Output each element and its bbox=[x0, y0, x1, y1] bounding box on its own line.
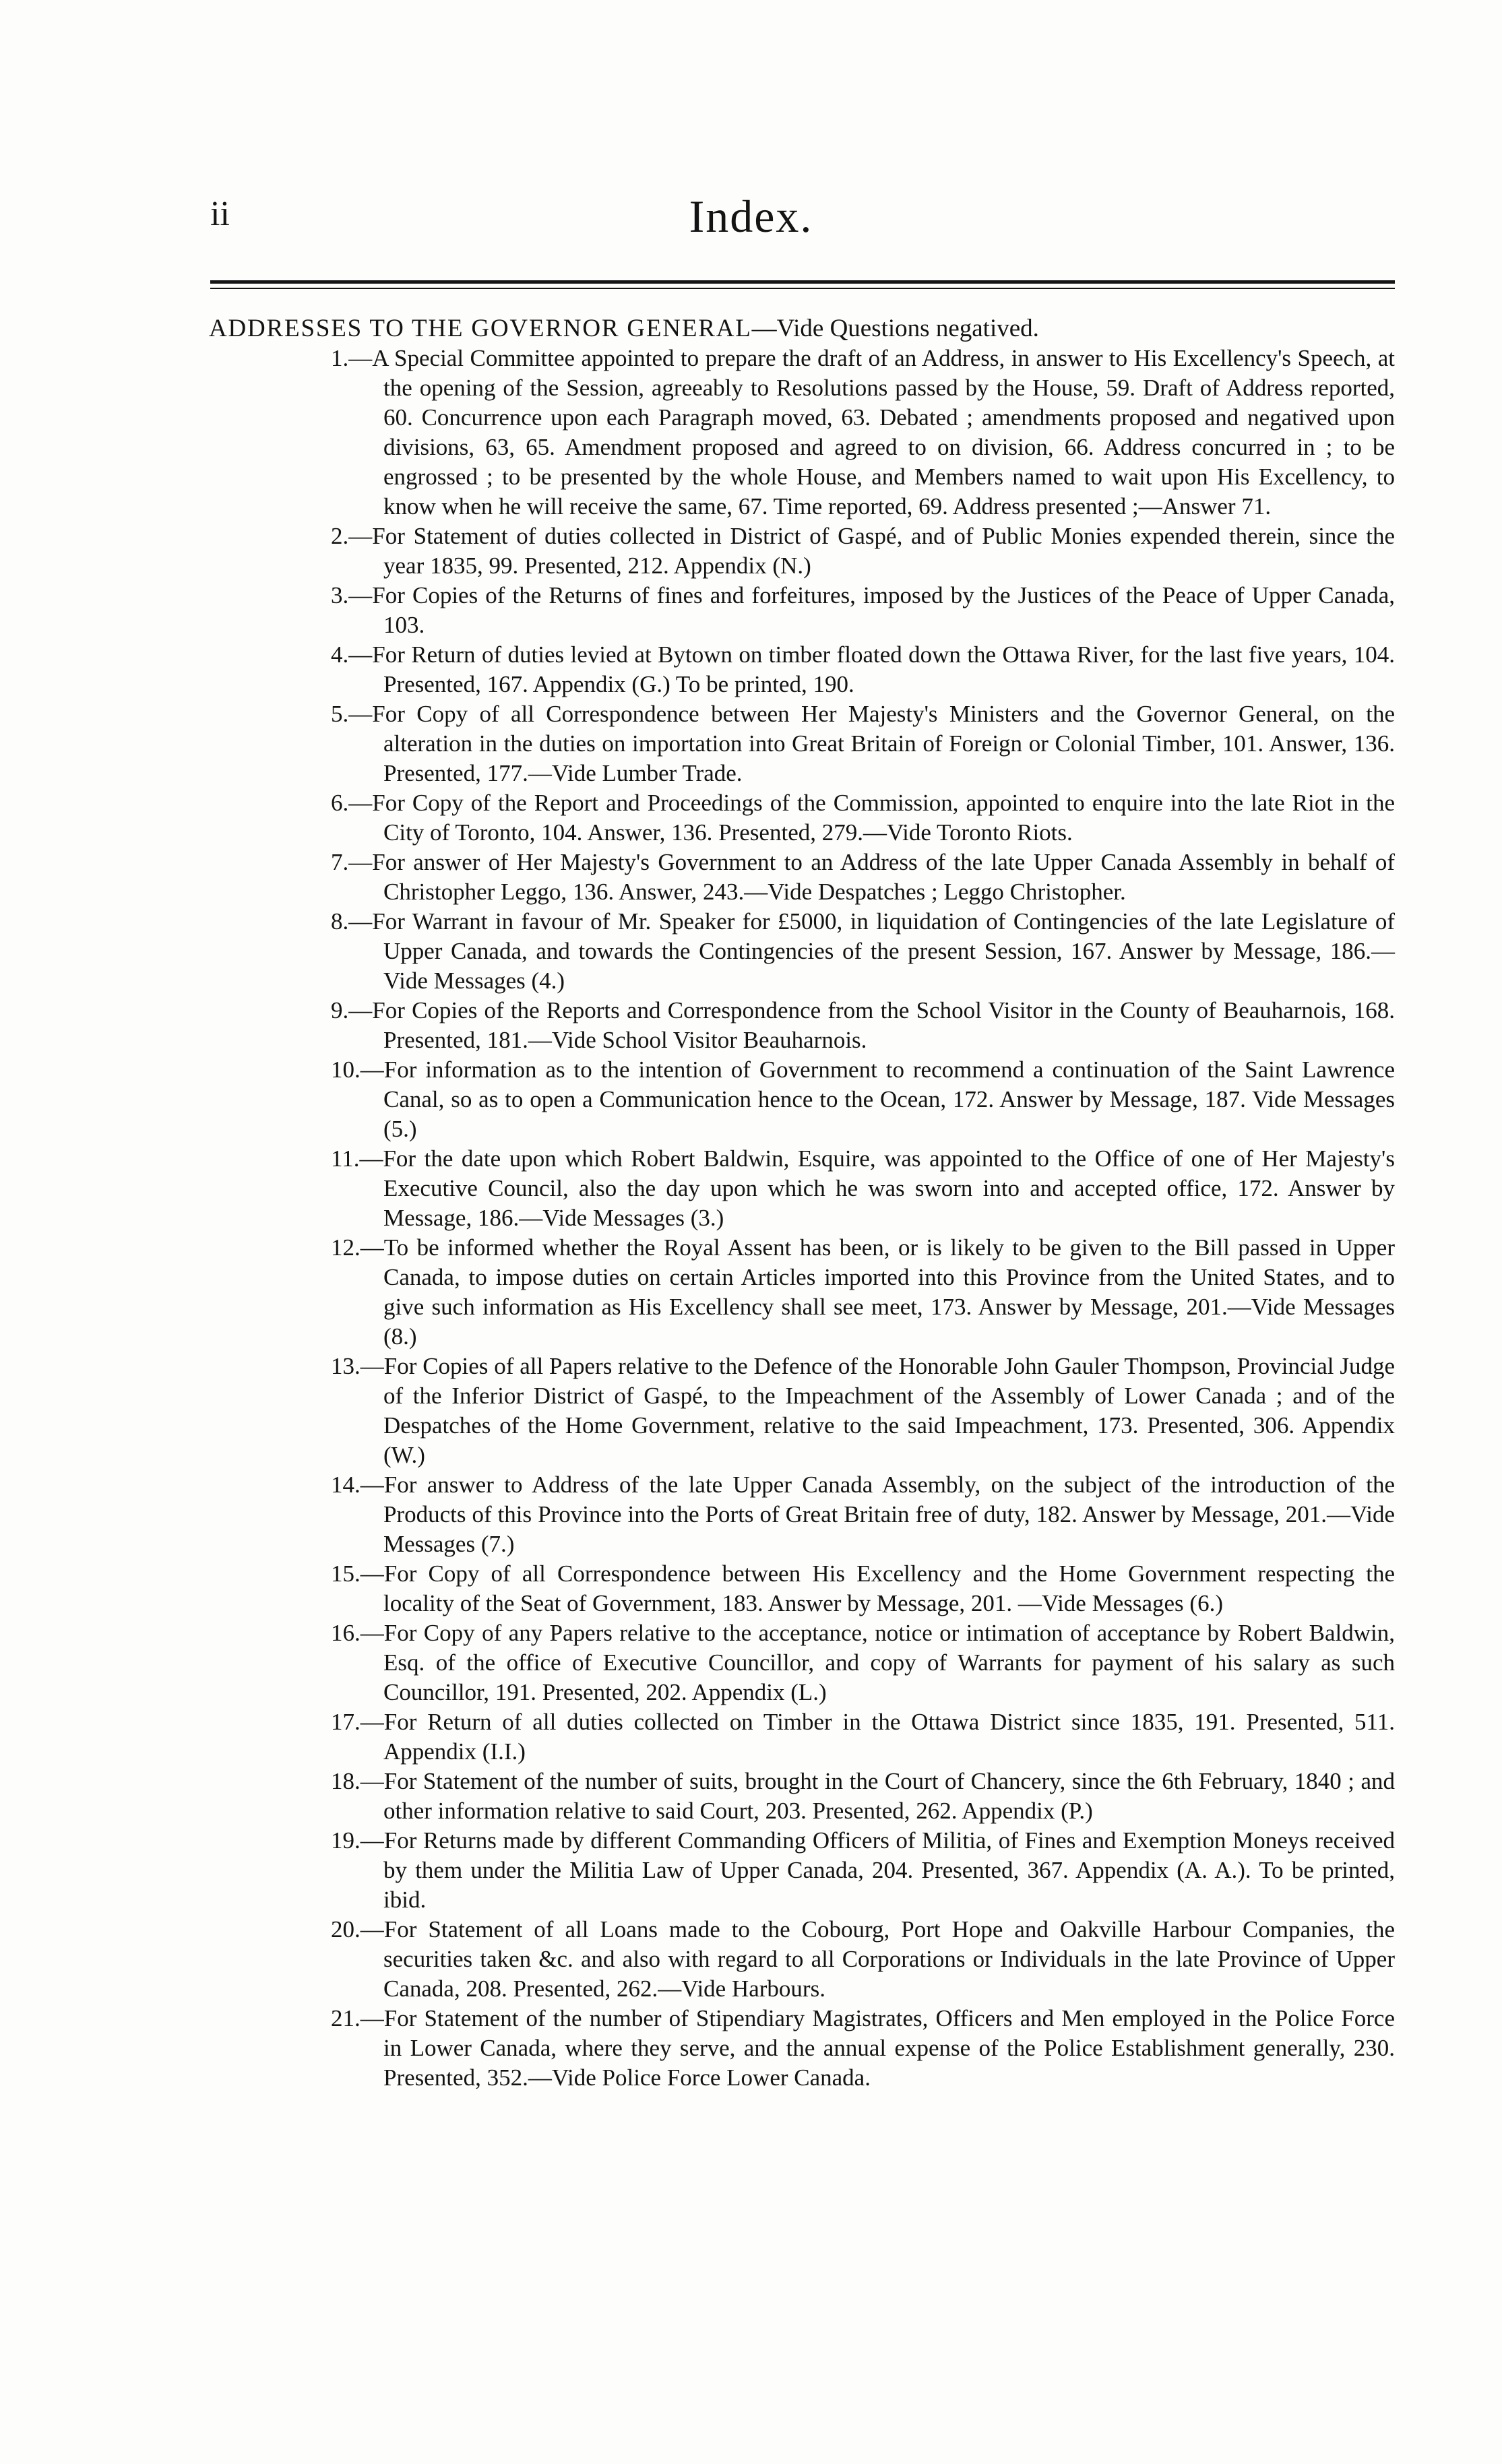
entry-text: —For Statement of duties collected in District of Gaspé, and of Public Monies expended therein, since the year 1835, 99. Presented, 212. Appendix (N.) bbox=[348, 523, 1395, 579]
index-entry bbox=[209, 907, 1395, 996]
index-entry bbox=[209, 1559, 1395, 1618]
entry-number: 15. bbox=[331, 1560, 361, 1587]
entry-text: —For Copies of the Returns of fines and forfeitures, imposed by the Justices of the Peace of Upper Canada, 103. bbox=[348, 582, 1395, 638]
index-entry bbox=[209, 1707, 1395, 1767]
section-heading-reference: —Vide Questions negatived. bbox=[751, 315, 1039, 342]
entry-text: —For the date upon which Robert Baldwin, Esquire, was appointed to the Office of one of Her Majesty's Executive Council, also the day upon which he was sworn into and accepted office, 172. Answer by Message, 186.—Vide Messages (3.) bbox=[359, 1145, 1395, 1231]
index-entry bbox=[209, 1352, 1395, 1470]
entry-text: —For answer of Her Majesty's Government to an Address of the late Upper Canada Assembly in behalf of Christopher Leggo, 136. Answer, 243.—Vide Despatches ; Leggo Christopher. bbox=[348, 849, 1395, 905]
entry-text: —For Copies of all Papers relative to the Defence of the Honorable John Gauler Thompson, Provincial Judge of the Inferior District of Gaspé, to the Impeachment of the Assembly of Lower Canada ; and of the Despatches of the Home Government, relative to the said Impeachment, 173. Presented, 306. Appendix (W.) bbox=[360, 1353, 1395, 1468]
index-entry bbox=[209, 1055, 1395, 1144]
entry-number: 3. bbox=[331, 582, 349, 608]
entry-text: —For Copy of all Correspondence between His Excellency and the Home Government respecting the locality of the Seat of Government, 183. Answer by Message, 201. —Vide Messages (6.) bbox=[360, 1560, 1395, 1616]
entry-text: —For Statement of all Loans made to the Cobourg, Port Hope and Oakville Harbour Companies, the securities taken &c. and also with regard to all Corporations or Individuals in the late Province of Upper Canada, 208. Presented, 262.—Vide Harbours. bbox=[360, 1916, 1395, 2002]
index-entry bbox=[209, 788, 1395, 848]
entry-text: —For information as to the intention of Government to recommend a continuation of the Saint Lawrence Canal, so as to open a Communication hence to the Ocean, 172. Answer by Message, 187. Vide Messages (5.) bbox=[360, 1056, 1395, 1142]
entry-number: 10. bbox=[331, 1056, 361, 1083]
page-title: Index. bbox=[689, 191, 813, 242]
index-entry bbox=[209, 1915, 1395, 2004]
entry-number: 16. bbox=[331, 1620, 361, 1646]
entry-number: 21. bbox=[331, 2005, 361, 2031]
entry-text: —To be informed whether the Royal Assent has been, or is likely to be given to the Bill passed in Upper Canada, to impose duties on certain Articles imported into this Province from the United States, and to give such information as His Excellency shall see meet, 173. Answer by Message, 201.—Vide Messages (8.) bbox=[360, 1234, 1395, 1350]
entry-text: —For Statement of the number of suits, brought in the Court of Chancery, since the 6th February, 1840 ; and other information relative to said Court, 203. Presented, 262. Appendix (P.) bbox=[360, 1768, 1395, 1824]
index-entry bbox=[209, 581, 1395, 640]
entry-text: —For Copy of all Correspondence between Her Majesty's Ministers and the Governor General, on the alteration in the duties on importation into Great Britain of Foreign or Colonial Timber, 101. Answer, 136. Presented, 177.—Vide Lumber Trade. bbox=[348, 701, 1395, 786]
entry-text: —For Statement of the number of Stipendiary Magistrates, Officers and Men employed in the Police Force in Lower Canada, where they serve, and the annual expense of the Police Establishment generally, 230. Presented, 352.—Vide Police Force Lower Canada. bbox=[360, 2005, 1395, 2091]
entry-number: 12. bbox=[331, 1234, 361, 1261]
index-entry bbox=[209, 640, 1395, 699]
index-entry bbox=[209, 699, 1395, 788]
entry-number: 20. bbox=[331, 1916, 361, 1942]
index-entry bbox=[209, 1144, 1395, 1233]
entry-number: 9. bbox=[331, 997, 349, 1023]
entry-number: 8. bbox=[331, 908, 349, 935]
index-entry bbox=[209, 848, 1395, 907]
entry-number: 19. bbox=[331, 1827, 361, 1854]
index-entry bbox=[209, 1767, 1395, 1826]
entry-text: —For Copy of the Report and Proceedings of the Commission, appointed to enquire into the late Riot in the City of Toronto, 104. Answer, 136. Presented, 279.—Vide Toronto Riots. bbox=[348, 790, 1395, 846]
index-entry bbox=[209, 1470, 1395, 1559]
entry-number: 1. bbox=[331, 345, 349, 371]
index-section bbox=[209, 314, 1395, 2093]
index-entry bbox=[209, 996, 1395, 1055]
entry-number: 11. bbox=[331, 1145, 360, 1172]
header-rule-thick bbox=[210, 280, 1395, 284]
entry-text: —For answer to Address of the late Upper Canada Assembly, on the subject of the introduction of the Products of this Province into the Ports of Great Britain free of duty, 182. Answer by Message, 201.—Vide Messages (7.) bbox=[360, 1472, 1395, 1557]
entry-number: 13. bbox=[331, 1353, 361, 1379]
index-entry bbox=[209, 1233, 1395, 1352]
index-entry bbox=[209, 522, 1395, 581]
entry-text: —For Return of duties levied at Bytown on timber floated down the Ottawa River, for the last five years, 104. Presented, 167. Appendix (G.) To be printed, 190. bbox=[348, 641, 1395, 697]
entry-text: —For Copy of any Papers relative to the acceptance, notice or intimation of acceptance by Robert Baldwin, Esq. of the office of Executive Councillor, and copy of Warrants for payment of his salary as such Councillor, 191. Presented, 202. Appendix (L.) bbox=[360, 1620, 1395, 1705]
entry-text: —For Copies of the Reports and Correspondence from the School Visitor in the County of Beauharnois, 168. Presented, 181.—Vide School Visitor Beauharnois. bbox=[348, 997, 1395, 1053]
entry-number: 4. bbox=[331, 641, 349, 668]
entry-text: —For Warrant in favour of Mr. Speaker for £5000, in liquidation of Contingencies of the late Legislature of Upper Canada, and towards the Contingencies of the present Session, 167. Answer by Message, 186.—Vide Messages (4.) bbox=[348, 908, 1395, 994]
section-heading-title: ADDRESSES TO THE GOVERNOR GENERAL bbox=[209, 315, 752, 342]
entry-number: 5. bbox=[331, 701, 349, 727]
entry-number: 6. bbox=[331, 790, 349, 816]
entry-number: 2. bbox=[331, 523, 349, 549]
entry-text: —For Return of all duties collected on Timber in the Ottawa District since 1835, 191. Presented, 511. Appendix (I.I.) bbox=[360, 1709, 1395, 1765]
header-rule-thin bbox=[210, 288, 1395, 289]
index-entry bbox=[209, 344, 1395, 522]
entry-number: 17. bbox=[331, 1709, 361, 1735]
index-entry bbox=[209, 1826, 1395, 1915]
entry-text: —A Special Committee appointed to prepare the draft of an Address, in answer to His Excellency's Speech, at the opening of the Session, agreeably to Resolutions passed by the House, 59. Draft of Address reported, 60. Concurrence upon each Paragraph moved, 63. Debated ; amendments proposed and negatived upon divisions, 63, 65. Amendment proposed and agreed to on division, 66. Address concurred in ; to be engrossed ; to be presented by the whole House, and Members named to wait upon His Excellency, to know when he will receive the same, 67. Time reported, 69. Address presented ;—Answer 71. bbox=[348, 345, 1395, 519]
index-entry bbox=[209, 1618, 1395, 1707]
index-entry bbox=[209, 2004, 1395, 2093]
entry-number: 7. bbox=[331, 849, 349, 875]
entry-number: 18. bbox=[331, 1768, 361, 1794]
page-number: ii bbox=[210, 195, 230, 233]
section-heading bbox=[209, 314, 1395, 344]
entry-text: —For Returns made by different Commanding Officers of Militia, of Fines and Exemption Moneys received by them under the Militia Law of Upper Canada, 204. Presented, 367. Appendix (A. A.). To be printed, ibid. bbox=[360, 1827, 1395, 1913]
entry-number: 14. bbox=[331, 1472, 361, 1498]
